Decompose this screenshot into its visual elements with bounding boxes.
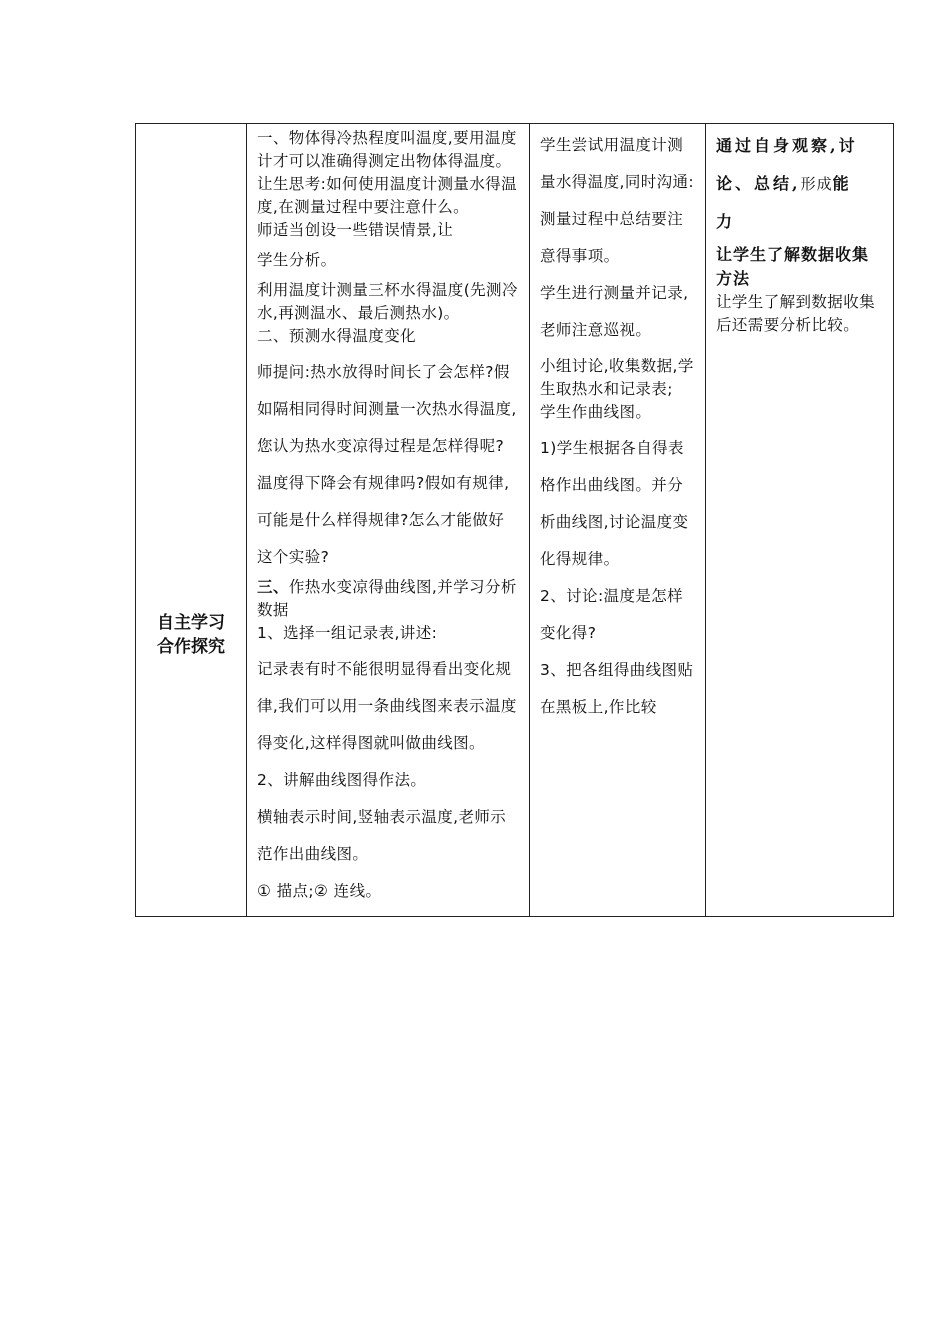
- teacher-text-7-rest: 作热水变凉得曲线图,并学习分析数据: [257, 578, 517, 619]
- teacher-text-7-bold: 三、: [257, 578, 289, 596]
- stage-label: [136, 381, 246, 659]
- stage-cell: [136, 124, 247, 917]
- teacher-text-12: ① 描点;② 连线。: [257, 882, 382, 900]
- student-text-4: 学生作曲线图。: [540, 403, 652, 421]
- teacher-text-10: 2、讲解曲线图得作法。: [257, 771, 427, 789]
- design-intent-cell: [706, 124, 894, 917]
- teacher-text-7: [257, 576, 520, 622]
- lesson-plan-table: [135, 123, 894, 917]
- student-text-7: 3、把各组得曲线图贴在黑板上,作比较: [540, 661, 694, 716]
- table-row: [136, 124, 894, 917]
- teacher-text-8: 1、选择一组记录表,讲述:: [257, 624, 438, 642]
- teacher-text-11: 横轴表示时间,竖轴表示温度,老师示范作出曲线图。: [257, 808, 507, 863]
- student-text-6: 2、讨论:温度是怎样变化得?: [540, 587, 684, 642]
- teacher-text-4: 利用温度计测量三杯水得温度(先测冷水,再测温水、最后测热水)。: [257, 281, 518, 322]
- intent-text: 让学生了解到数据收集后还需要分析比较。: [716, 293, 876, 334]
- student-text-3: 小组讨论,收集数据,学生取热水和记录表;: [540, 357, 694, 398]
- teacher-text-6: 师提问:热水放得时间长了会怎样?假如隔相同得时间测量一次热水得温度,您认为热水变凉得过程是怎样得呢?温度得下降会有规律吗?假如有规律,可能是什么样得规律?怎么才能做好这个实验?: [257, 363, 517, 566]
- teacher-text-9: 记录表有时不能很明显得看出变化规律,我们可以用一条曲线图来表示温度得变化,这样得图就叫做曲线图。: [257, 660, 517, 752]
- teacher-text-3a: 师适当创设一些错误情景,让: [257, 221, 454, 239]
- student-activity-cell: [530, 124, 706, 917]
- intent-line-2a: 论、总结,: [716, 174, 801, 193]
- intent-line-2c: 能: [832, 174, 852, 193]
- intent-line-2: [716, 165, 884, 203]
- teacher-activity-cell: [247, 124, 530, 917]
- stage-label-line1: 自主学习: [157, 613, 225, 633]
- teacher-text-3b: 学生分析。: [257, 251, 337, 269]
- intent-line-2b: 形成: [800, 175, 833, 193]
- teacher-text-2: 让生思考:如何使用温度计测量水得温度,在测量过程中要注意什么。: [257, 175, 518, 216]
- student-text-2: 学生进行测量并记录,老师注意巡视。: [540, 284, 689, 339]
- teacher-text-1: 一、物体得冷热程度叫温度,要用温度计才可以准确得测定出物体得温度。: [257, 129, 517, 170]
- intent-heading: 让学生了解数据收集方法: [716, 245, 870, 288]
- teacher-text-5: 二、预测水得温度变化: [257, 327, 417, 345]
- student-text-5: 1)学生根据各自得表格作出曲线图。并分析曲线图,讨论温度变化得规律。: [540, 439, 689, 568]
- stage-label-line2: 合作探究: [157, 637, 225, 657]
- intent-line-1: 通过自身观察,讨: [716, 136, 858, 155]
- student-text-1: 学生尝试用温度计测量水得温度,同时沟通:测量过程中总结要注意得事项。: [540, 136, 695, 265]
- intent-line-3: 力: [716, 212, 736, 231]
